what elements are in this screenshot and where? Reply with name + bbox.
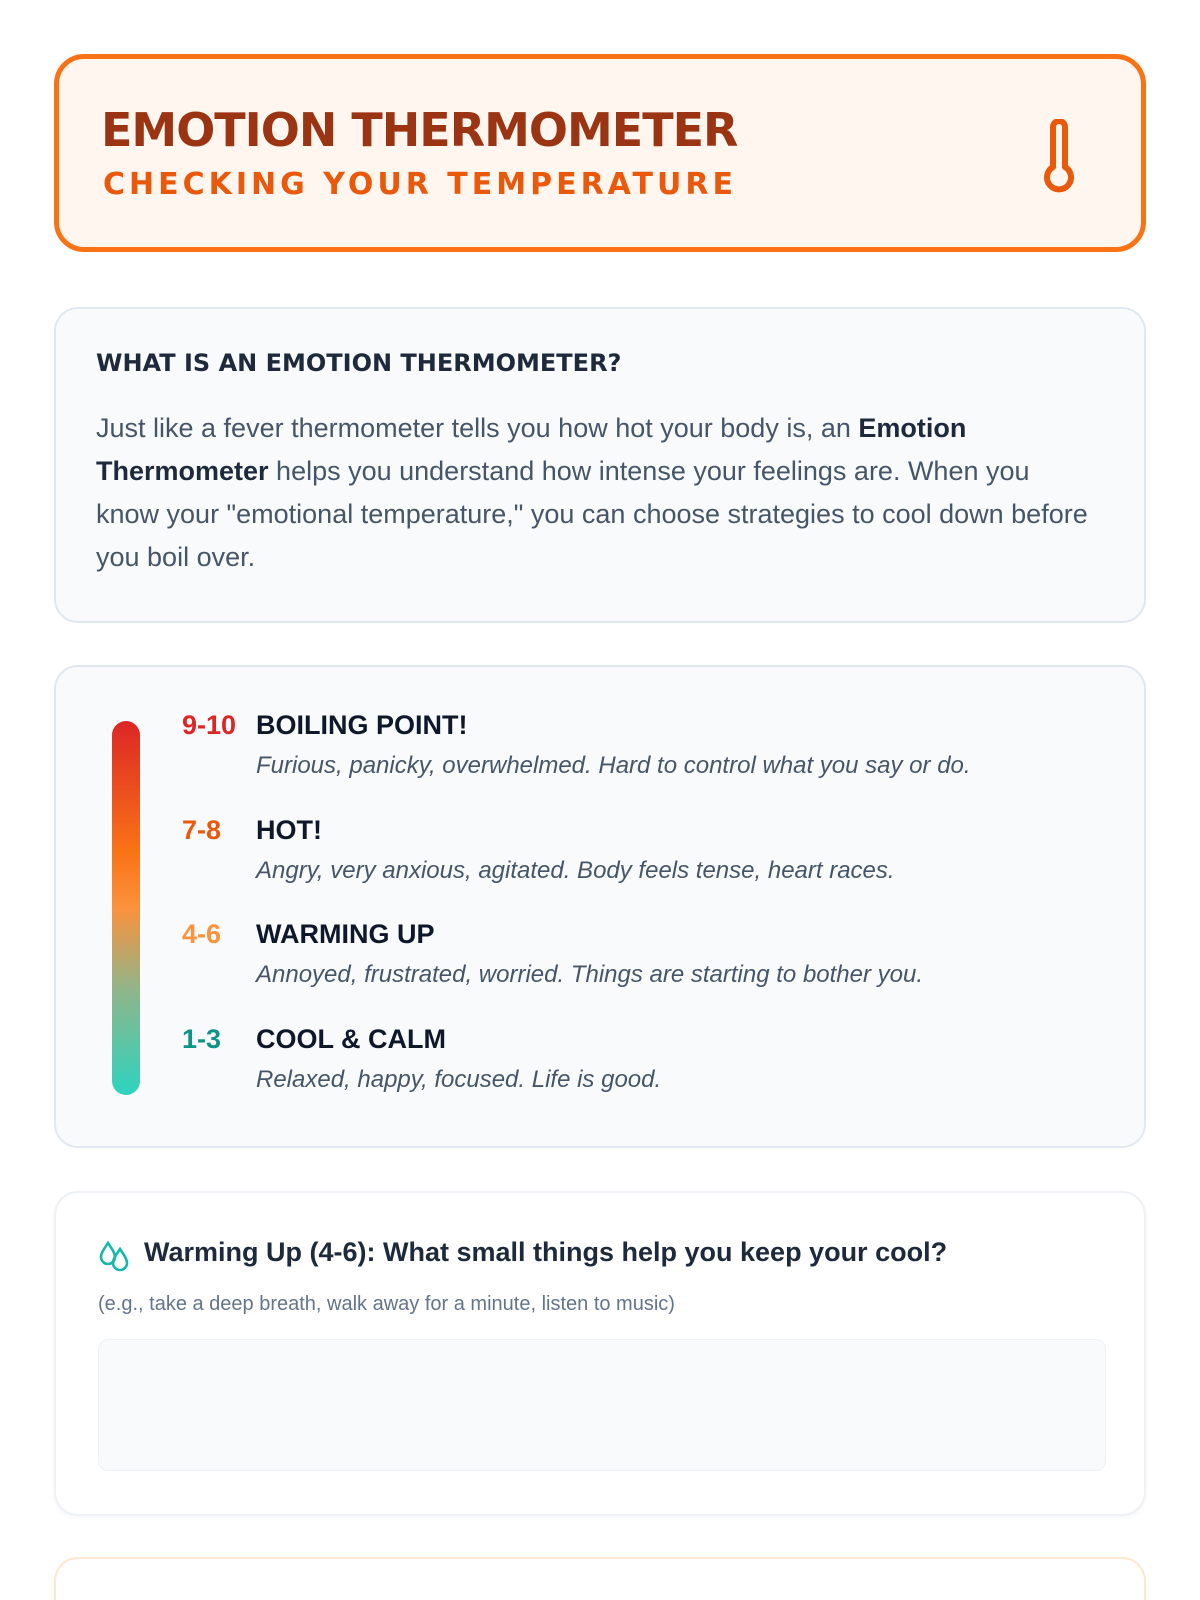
temperature-scale-card	[54, 665, 1146, 1148]
level-description: Annoyed, frustrated, worried. Things are starting to bother you.	[256, 961, 924, 988]
level-description: Angry, very anxious, agitated. Body feels tense, heart races.	[256, 857, 895, 884]
level-warming	[182, 914, 1102, 1004]
level-hot	[182, 810, 1102, 900]
level-name: COOL & CALM	[256, 1024, 446, 1054]
level-range: 7-8	[182, 815, 222, 845]
reflection-prompt-card	[54, 1191, 1146, 1516]
thermometer-gradient-bar	[112, 721, 140, 1095]
level-boiling	[182, 705, 1102, 795]
level-name: HOT!	[256, 815, 322, 845]
level-range: 4-6	[182, 919, 222, 949]
water-drops-icon	[98, 1239, 130, 1273]
intro-heading: WHAT IS AN EMOTION THERMOMETER?	[96, 349, 622, 377]
header-card	[54, 54, 1146, 252]
next-section-card	[54, 1557, 1146, 1600]
answer-textarea[interactable]	[98, 1339, 1106, 1471]
level-range: 9-10	[182, 710, 237, 740]
page-title: EMOTION THERMOMETER	[101, 103, 738, 157]
intro-text-part: helps you understand how intense your feelings are. When you know your "emotional temperature," you can choose strategies to cool down before you boil over.	[96, 456, 1088, 572]
level-name: WARMING UP	[256, 919, 435, 949]
page-subtitle: CHECKING YOUR TEMPERATURE	[103, 167, 737, 202]
level-description: Relaxed, happy, focused. Life is good.	[256, 1066, 662, 1093]
thermometer-icon	[1039, 119, 1079, 195]
level-range: 1-3	[182, 1024, 222, 1054]
intro-text	[96, 407, 1096, 579]
intro-card	[54, 307, 1146, 623]
level-name: BOILING POINT!	[256, 710, 468, 740]
intro-text-part: Just like a fever thermometer tells you how hot your body is, an	[96, 413, 859, 443]
level-description: Furious, panicky, overwhelmed. Hard to control what you say or do.	[256, 752, 971, 779]
intro-text-bold: Emotion Thermometer	[96, 413, 967, 486]
prompt-hint: (e.g., take a deep breath, walk away for a minute, listen to music)	[98, 1293, 675, 1315]
level-cool	[182, 1019, 1102, 1109]
prompt-question: Warming Up (4-6): What small things help you keep your cool?	[144, 1237, 948, 1267]
